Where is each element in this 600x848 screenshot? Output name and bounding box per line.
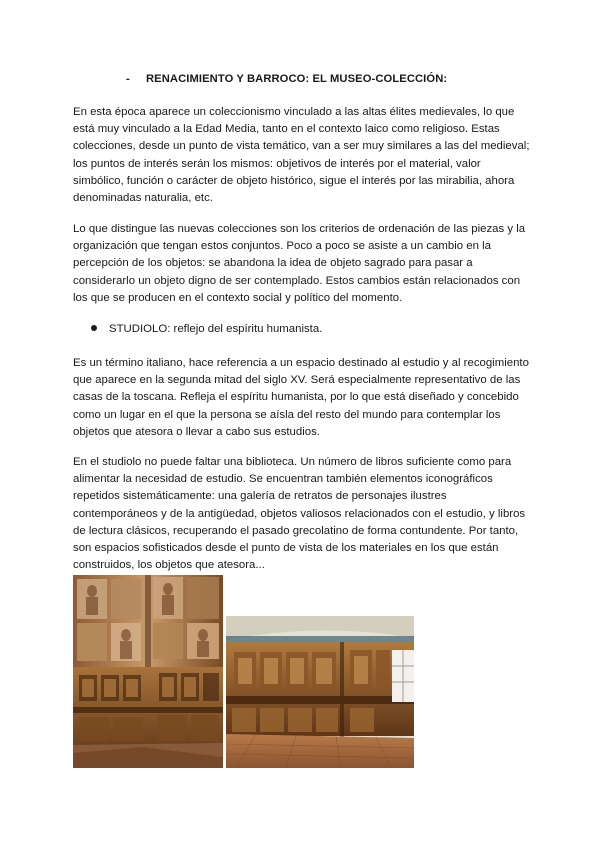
bullet-text: STUDIOLO: reflejo del espíritu humanista. bbox=[109, 323, 323, 335]
paragraph-studiolo-library: En el studiolo no puede faltar una biblioteca. Un número de libros suficiente como para alimentar la necesidad de estudio. Se encuentran también elementos iconográficos repetidos sistemáticamente: una galería de retratos de personajes ilustres contemporáneos y de la antigüedad, objetos valiosos relacionados con el estudio, y libros de lectura clásicos, recuperando el pasado grecolatino de forma contundente. Por tanto, son espacios sofisticados desde el punto de vista de los materiales en los que están construidos, los objetos que atesora... bbox=[73, 456, 526, 572]
studiolo-photo-2 bbox=[226, 616, 414, 768]
section-heading bbox=[126, 73, 447, 85]
heading-dash: - bbox=[126, 73, 130, 85]
heading-text: RENACIMIENTO Y BARROCO: EL MUSEO-COLECCIÓN: bbox=[146, 73, 448, 85]
paragraph-intro: En esta época aparece un coleccionismo vinculado a las altas élites medievales, lo que está muy vinculado a la Edad Media, tanto en el contexto laico como religioso. Estas colecciones, desde un punto de vista temático, van a ser muy similares a las del medieval; los puntos de interés serán los mismos: objetivos de interés por el material, valor simbólico, función o carácter de objeto histórico, sigue el interés por las mirabilia, ahora denominadas naturalia, etc. bbox=[73, 106, 530, 205]
paragraph-studiolo-definition: Es un término italiano, hace referencia a un espacio destinado al estudio y al recogimiento que aparece en la segunda mitad del siglo XV. Será especialmente representativo de las casas de la toscana. Refleja el espíritu humanista, por lo que está diseñado y concebido como un lugar en el que la persona se aísla del resto del mundo para contemplar los objetos que atesora o llevar a cabo sus estudios. bbox=[73, 357, 529, 438]
studiolo-photo-1 bbox=[73, 575, 223, 768]
bullet-studiolo bbox=[91, 321, 322, 338]
paragraph-collections: Lo que distingue las nuevas colecciones son los criterios de ordenación de las piezas y la organización que tengan estos conjuntos. Poco a poco se asiste a un cambio en la percepción de los objetos: se abandona la idea de objeto sagrado para pasar a considerarlo un objeto digno de ser contemplado. Estos cambios están relacionados con los que se producen en el contexto social y político del momento. bbox=[73, 223, 526, 304]
bullet-dot-icon bbox=[91, 325, 97, 331]
